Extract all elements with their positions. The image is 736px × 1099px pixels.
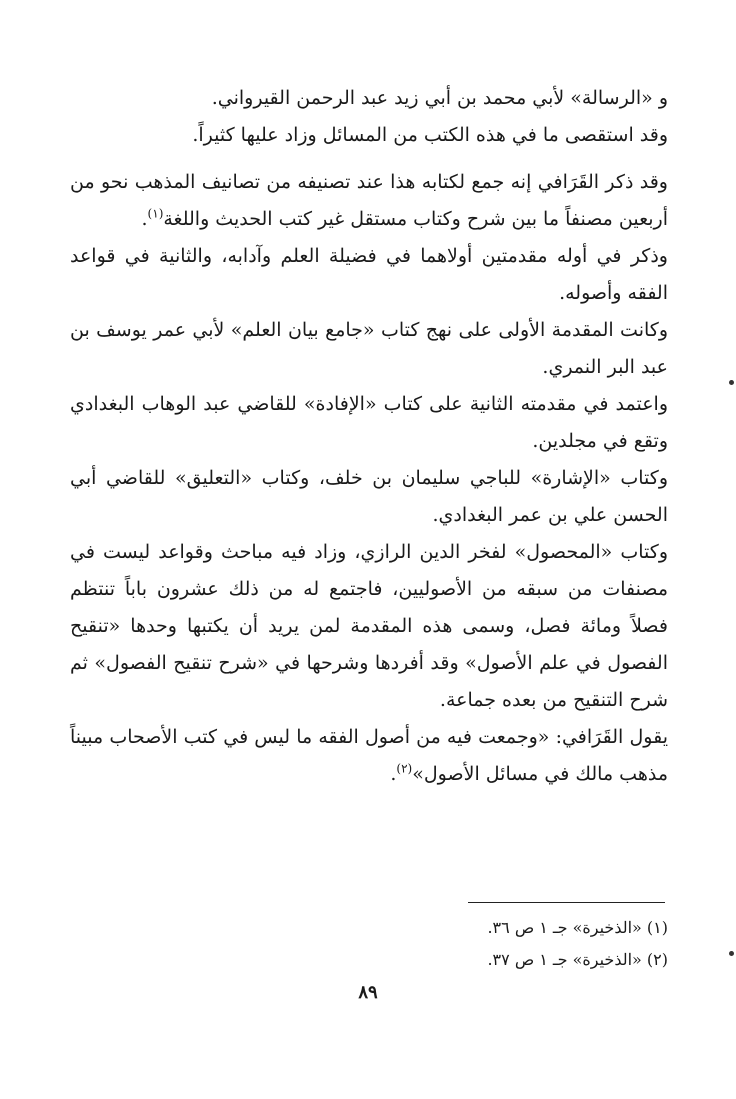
paragraph-5 [70,312,668,386]
paragraph-9-tail: . [390,763,397,785]
paragraph-7 [70,460,668,534]
edge-mark [729,380,734,385]
paragraph-7-text: وكتاب «الإشارة» للباجي سليمان بن خلف، وكتاب «التعليق» للقاضي أبي الحسن علي بن عمر البغدادي. [70,467,668,526]
paragraph-9-text: يقول القَرَافي: «وجمعت فيه من أصول الفقه ما ليس في كتب الأصحاب مبيناً مذهب مالك في مسائل الأصول» [70,726,668,785]
paragraph-1-text: و «الرسالة» لأبي محمد بن أبي زيد عبد الرحمن القيرواني. [211,87,668,109]
paragraph-8 [70,534,668,719]
footnotes [70,912,668,976]
paragraph-5-text: وكانت المقدمة الأولى على نهج كتاب «جامع بيان العلم» لأبي عمر يوسف بن عبد البر النمري. [70,319,668,378]
paragraph-6-text: واعتمد في مقدمته الثانية على كتاب «الإفادة» للقاضي عبد الوهاب البغدادي وتقع في مجلدين. [70,393,668,452]
paragraph-8-text: وكتاب «المحصول» لفخر الدين الرازي، وزاد فيه مباحث وقواعد ليست في مصنفات من سبقه من الأصوليين، فاجتمع له من ذلك عشرون باباً تنتظم فصلاً ومائة فصل، وسمى هذه المقدمة لمن يريد أن يكتبها وحدها «تنقيح الفصول في علم الأصول» وقد أفردها وشرحها في «شرح تنقيح الفصول» ثم شرح التنقيح من بعده جماعة. [70,541,668,711]
paragraph-9 [70,719,668,793]
paragraph-1 [70,80,668,117]
paragraph-4-text: وذكر في أوله مقدمتين أولاهما في فضيلة العلم وآدابه، والثانية في قواعد الفقه وأصوله. [70,245,668,304]
paragraph-3 [70,164,668,238]
main-text [70,80,668,793]
footnote-ref-1: (١) [147,206,164,221]
footnote-divider [468,902,665,903]
footnote-1: (١) «الذخيرة» جـ ١ ص ٣٦. [487,918,668,937]
footnote-ref-2: (٢) [396,761,413,776]
paragraph-6 [70,386,668,460]
paragraph-3-text: وقد ذكر القَرَافي إنه جمع لكتابه هذا عند تصنيفه من تصانيف المذهب نحو من أربعين مصنفاً ما بين شرح وكتاب مستقل غير كتب الحديث واللغة [70,171,668,230]
footnote-2: (٢) «الذخيرة» جـ ١ ص ٣٧. [487,950,668,969]
edge-mark [729,951,734,956]
page-number: ٨٩ [358,982,378,1003]
paragraph-2-text: وقد استقصى ما في هذه الكتب من المسائل وزاد عليها كثيراً. [192,124,668,146]
paragraph-2 [70,117,668,154]
paragraph-3-tail: . [141,208,148,230]
paragraph-4 [70,238,668,312]
